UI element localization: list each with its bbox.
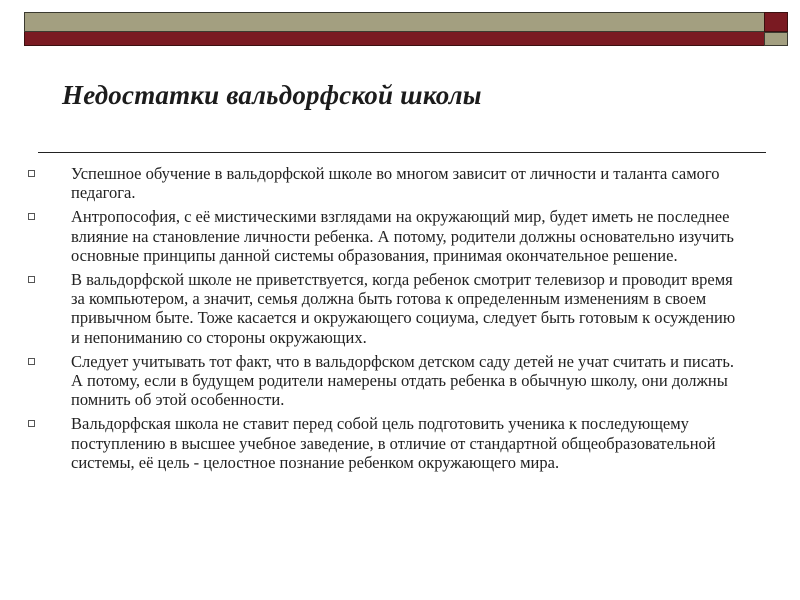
top-banner-maroon [24, 32, 764, 46]
bullet-text: Следует учитывать тот факт, что в вальдорфском детском саду детей не учат считать и писать. А потому, если в будущем родители намерены отдать ребенка в обычную школу, они должны помнить об этой особенности. [71, 351, 735, 410]
bullet-text: Антропософия, с её мистическими взглядами на окружающий мир, будет иметь не последнее влияние на становление личности ребенка. А потому, родители должны основательно изучить основные принципы данной системы образования, принимая окончательное решение. [71, 207, 734, 265]
hollow-square-icon [28, 276, 35, 283]
bullet-list [24, 164, 744, 477]
title-divider [38, 152, 766, 153]
corner-block-maroon [764, 12, 788, 32]
bullet-text: Успешное обучение в вальдорфской школе во многом зависит от личности и таланта самого педагога. [71, 164, 720, 203]
bullet-item [24, 270, 744, 347]
hollow-square-icon [28, 170, 35, 177]
hollow-square-icon [28, 213, 35, 220]
hollow-square-icon [28, 358, 35, 365]
bullet-text: Вальдорфская школа не ставит перед собой цель подготовить ученика к последующему поступлению в высшее учебное заведение, в отличие от стандартной общеобразовательной системы, её цель - целостное познание ребенком окружающего мира. [71, 414, 716, 472]
bullet-text: В вальдорфской школе не приветствуется, когда ребенок смотрит телевизор и проводит время за компьютером, а значит, семья должна быть готова к определенным изменениям в своем привычном быте. Тоже касается и окружающего социума, следует быть готовым к осуждению и непониманию со стороны окружающих. [71, 270, 736, 347]
top-banner-olive [24, 12, 764, 32]
bullet-item [24, 352, 744, 410]
bullet-item [24, 207, 744, 265]
slide-title: Недостатки вальдорфской школы [62, 80, 482, 110]
bullet-item [24, 414, 744, 472]
corner-block-olive [764, 32, 788, 46]
hollow-square-icon [28, 420, 35, 427]
bullet-item [24, 164, 744, 202]
